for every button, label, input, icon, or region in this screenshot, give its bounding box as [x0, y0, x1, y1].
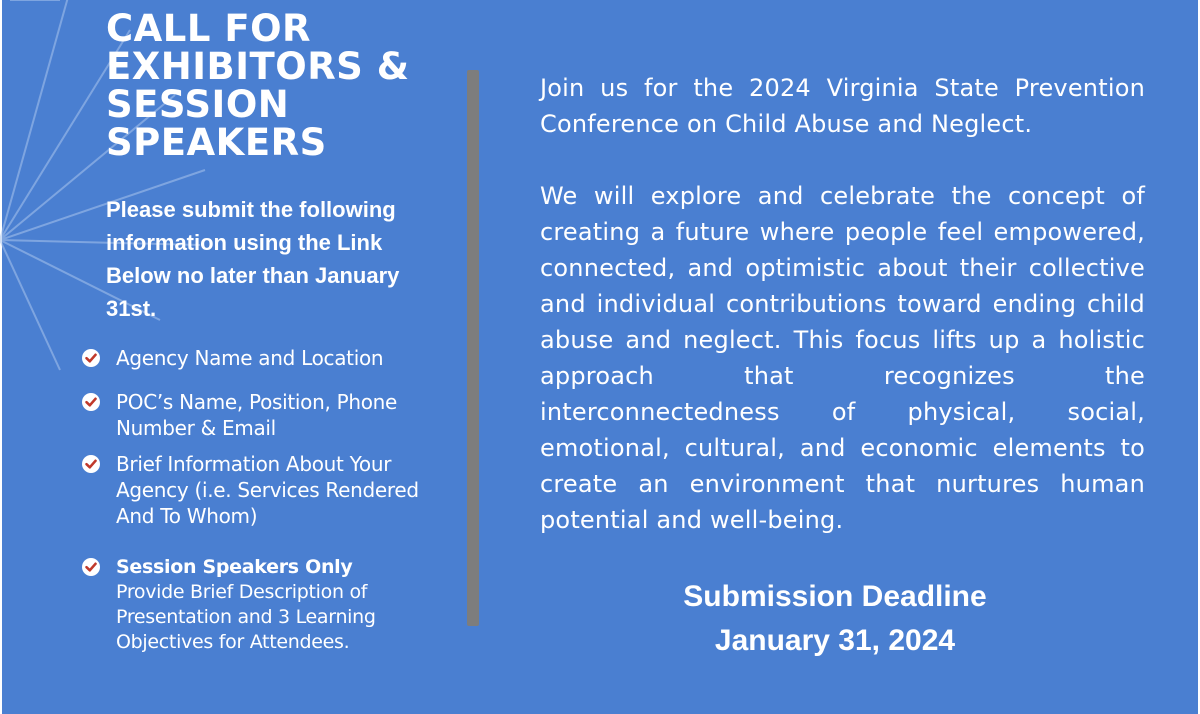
checklist-item: Brief Information About Your Agency (i.e. Services Rendered And To Whom)	[116, 452, 419, 528]
title-line: CALL FOR	[106, 7, 312, 50]
deadline-label: Submission Deadline	[683, 580, 987, 613]
vertical-divider	[467, 70, 479, 626]
page-title	[106, 7, 446, 164]
checklist-item	[116, 555, 446, 655]
title-line: SPEAKERS	[106, 121, 327, 164]
title-line: EXHIBITORS &	[106, 45, 410, 88]
submission-deadline	[600, 575, 1070, 663]
check-circle-icon	[82, 558, 100, 576]
checklist-item: Agency Name and Location	[116, 346, 384, 370]
description-paragraph: We will explore and celebrate the concept of creating a future where people feel empowered, connected, and optimistic about their collective and individual contributions toward ending child abuse and neglect. This focus lifts up a holistic approach that recognizes the interconnectedness of physical, social, emotional, cultural, and economic elements to create an environment that nurtures human potential and well-being.	[540, 182, 1145, 534]
checklist-item-heading: Session Speakers Only	[116, 556, 353, 578]
check-circle-icon	[82, 349, 100, 367]
checklist-item-text: Provide Brief Description of Presentation and 3 Learning Objectives for Attendees.	[116, 581, 376, 653]
check-circle-icon	[82, 393, 100, 411]
deadline-date: January 31, 2024	[714, 624, 956, 657]
check-circle-icon	[82, 455, 100, 473]
intro-text: Please submit the following information using the Link Below no later than January 31st.	[106, 197, 400, 321]
title-line: SESSION	[106, 83, 290, 126]
intro-paragraph: Join us for the 2024 Virginia State Prevention Conference on Child Abuse and Neglect.	[540, 74, 1145, 138]
checklist-item: POC’s Name, Position, Phone Number & Email	[116, 390, 398, 440]
